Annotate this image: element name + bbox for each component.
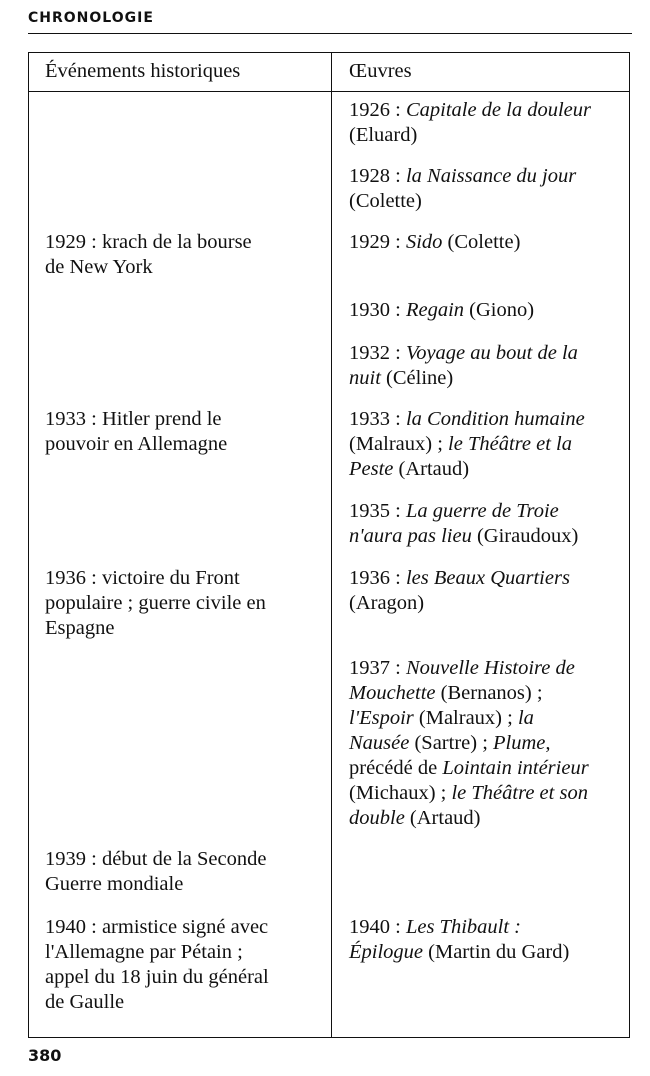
text-line (45, 230, 252, 255)
text-line (349, 806, 589, 831)
text-line (349, 706, 589, 731)
text-line (45, 990, 269, 1015)
text-line (349, 915, 569, 940)
title-text: Mouchette (349, 682, 436, 704)
plain-text: (Martin du Gard) (423, 941, 570, 963)
plain-text: 1940 : armistice signé avec (45, 916, 269, 938)
work-entry-1926 (349, 98, 591, 148)
title-text: la Naissance du jour (405, 165, 577, 187)
running-header: CHRONOLOGIE (28, 10, 154, 26)
title-text: le Théâtre et son (451, 782, 588, 804)
event-entry-1936 (45, 566, 266, 641)
work-entry-1935 (349, 499, 578, 549)
plain-text: de Gaulle (45, 991, 125, 1013)
text-line (349, 98, 591, 123)
title-text: les Beaux Quartiers (405, 567, 570, 589)
plain-text: 1933 : (349, 408, 406, 430)
header-rule (28, 33, 632, 34)
text-line (349, 681, 589, 706)
title-text: Capitale de la douleur (405, 99, 592, 121)
plain-text: populaire ; guerre civile en (45, 592, 266, 614)
plain-text: (Giraudoux) (471, 525, 579, 547)
text-line (349, 566, 570, 591)
work-entry-1930 (349, 298, 534, 323)
text-line (349, 123, 591, 148)
plain-text: (Malraux) ; (413, 707, 518, 729)
column-header-works: Œuvres (349, 60, 412, 82)
plain-text: (Eluard) (349, 124, 418, 146)
title-text: Voyage au bout de la (405, 342, 578, 364)
text-line (349, 341, 578, 366)
work-entry-1928 (349, 164, 576, 214)
text-line (349, 756, 589, 781)
title-text: La guerre de Troie (405, 500, 559, 522)
title-text: Regain (405, 299, 465, 321)
event-entry-1940 (45, 915, 269, 1015)
text-line (349, 432, 585, 457)
text-line (45, 847, 266, 872)
plain-text: (Michaux) ; (349, 782, 452, 804)
text-line (349, 407, 585, 432)
plain-text: précédé de (349, 757, 443, 779)
text-line (349, 298, 534, 323)
text-line (45, 591, 266, 616)
text-line (349, 164, 576, 189)
plain-text: Guerre mondiale (45, 873, 184, 895)
text-line (349, 524, 578, 549)
plain-text: (Sartre) ; (409, 732, 494, 754)
plain-text: 1933 : Hitler prend le (45, 408, 222, 430)
plain-text: (Giono) (464, 299, 535, 321)
title-text: la (517, 707, 534, 729)
plain-text: (Artaud) (393, 458, 470, 480)
plain-text: 1926 : (349, 99, 406, 121)
plain-text: appel du 18 juin du général (45, 966, 269, 988)
plain-text: (Aragon) (349, 592, 425, 614)
event-entry-1929 (45, 230, 252, 280)
plain-text: Espagne (45, 617, 115, 639)
text-line (45, 407, 227, 432)
plain-text: 1940 : (349, 916, 406, 938)
plain-text: 1929 : krach de la bourse (45, 231, 252, 253)
plain-text: (Bernanos) ; (435, 682, 543, 704)
title-text: le Théâtre et la (448, 433, 572, 455)
title-text: double (349, 807, 405, 829)
plain-text: de New York (45, 256, 153, 278)
title-text: Nausée (349, 732, 410, 754)
plain-text: 1936 : (349, 567, 406, 589)
plain-text: 1937 : (349, 657, 406, 679)
text-line (349, 591, 570, 616)
plain-text: (Artaud) (404, 807, 481, 829)
title-text: Sido (405, 231, 443, 253)
text-line (45, 872, 266, 897)
plain-text: 1936 : victoire du Front (45, 567, 240, 589)
plain-text: (Malraux) ; (349, 433, 449, 455)
text-line (349, 940, 569, 965)
event-entry-1939 (45, 847, 266, 897)
plain-text: 1928 : (349, 165, 406, 187)
text-line (45, 915, 269, 940)
title-text: l'Espoir (349, 707, 414, 729)
title-text: la Condition humaine (405, 408, 585, 430)
text-line (349, 366, 578, 391)
text-line (349, 230, 520, 255)
text-line (45, 616, 266, 641)
title-text: Peste (349, 458, 394, 480)
title-text: Plume, (493, 732, 551, 754)
work-entry-1940 (349, 915, 569, 965)
text-line (45, 255, 252, 280)
plain-text: pouvoir en Allemagne (45, 433, 228, 455)
plain-text: 1935 : (349, 500, 406, 522)
plain-text: 1939 : début de la Seconde (45, 848, 267, 870)
title-text: nuit (349, 367, 381, 389)
title-text: Nouvelle Histoire de (405, 657, 575, 679)
plain-text: (Colette) (442, 231, 521, 253)
work-entry-1932 (349, 341, 578, 391)
title-text: Épilogue (349, 941, 424, 963)
work-entry-1936 (349, 566, 570, 616)
text-line (45, 566, 266, 591)
plain-text: 1930 : (349, 299, 406, 321)
column-divider (331, 53, 332, 1037)
plain-text: 1929 : (349, 231, 406, 253)
event-entry-1933 (45, 407, 227, 457)
text-line (349, 731, 589, 756)
work-entry-1929 (349, 230, 520, 255)
plain-text: (Céline) (380, 367, 454, 389)
title-text: Les Thibault : (405, 916, 521, 938)
title-text: n'aura pas lieu (349, 525, 472, 547)
column-header-events: Événements historiques (45, 60, 241, 82)
text-line (45, 940, 269, 965)
text-line (349, 656, 589, 681)
plain-text: l'Allemagne par Pétain ; (45, 941, 243, 963)
chronology-table (28, 52, 630, 1038)
text-line (349, 781, 589, 806)
text-line (349, 189, 576, 214)
title-text: Lointain intérieur (442, 757, 589, 779)
header-row-rule (29, 91, 629, 92)
work-entry-1937 (349, 656, 589, 831)
plain-text: 1932 : (349, 342, 406, 364)
text-line (45, 432, 227, 457)
text-line (45, 965, 269, 990)
text-line (349, 499, 578, 524)
work-entry-1933 (349, 407, 585, 482)
plain-text: (Colette) (349, 190, 422, 212)
text-line (349, 457, 585, 482)
page-number: 380 (28, 1046, 62, 1065)
